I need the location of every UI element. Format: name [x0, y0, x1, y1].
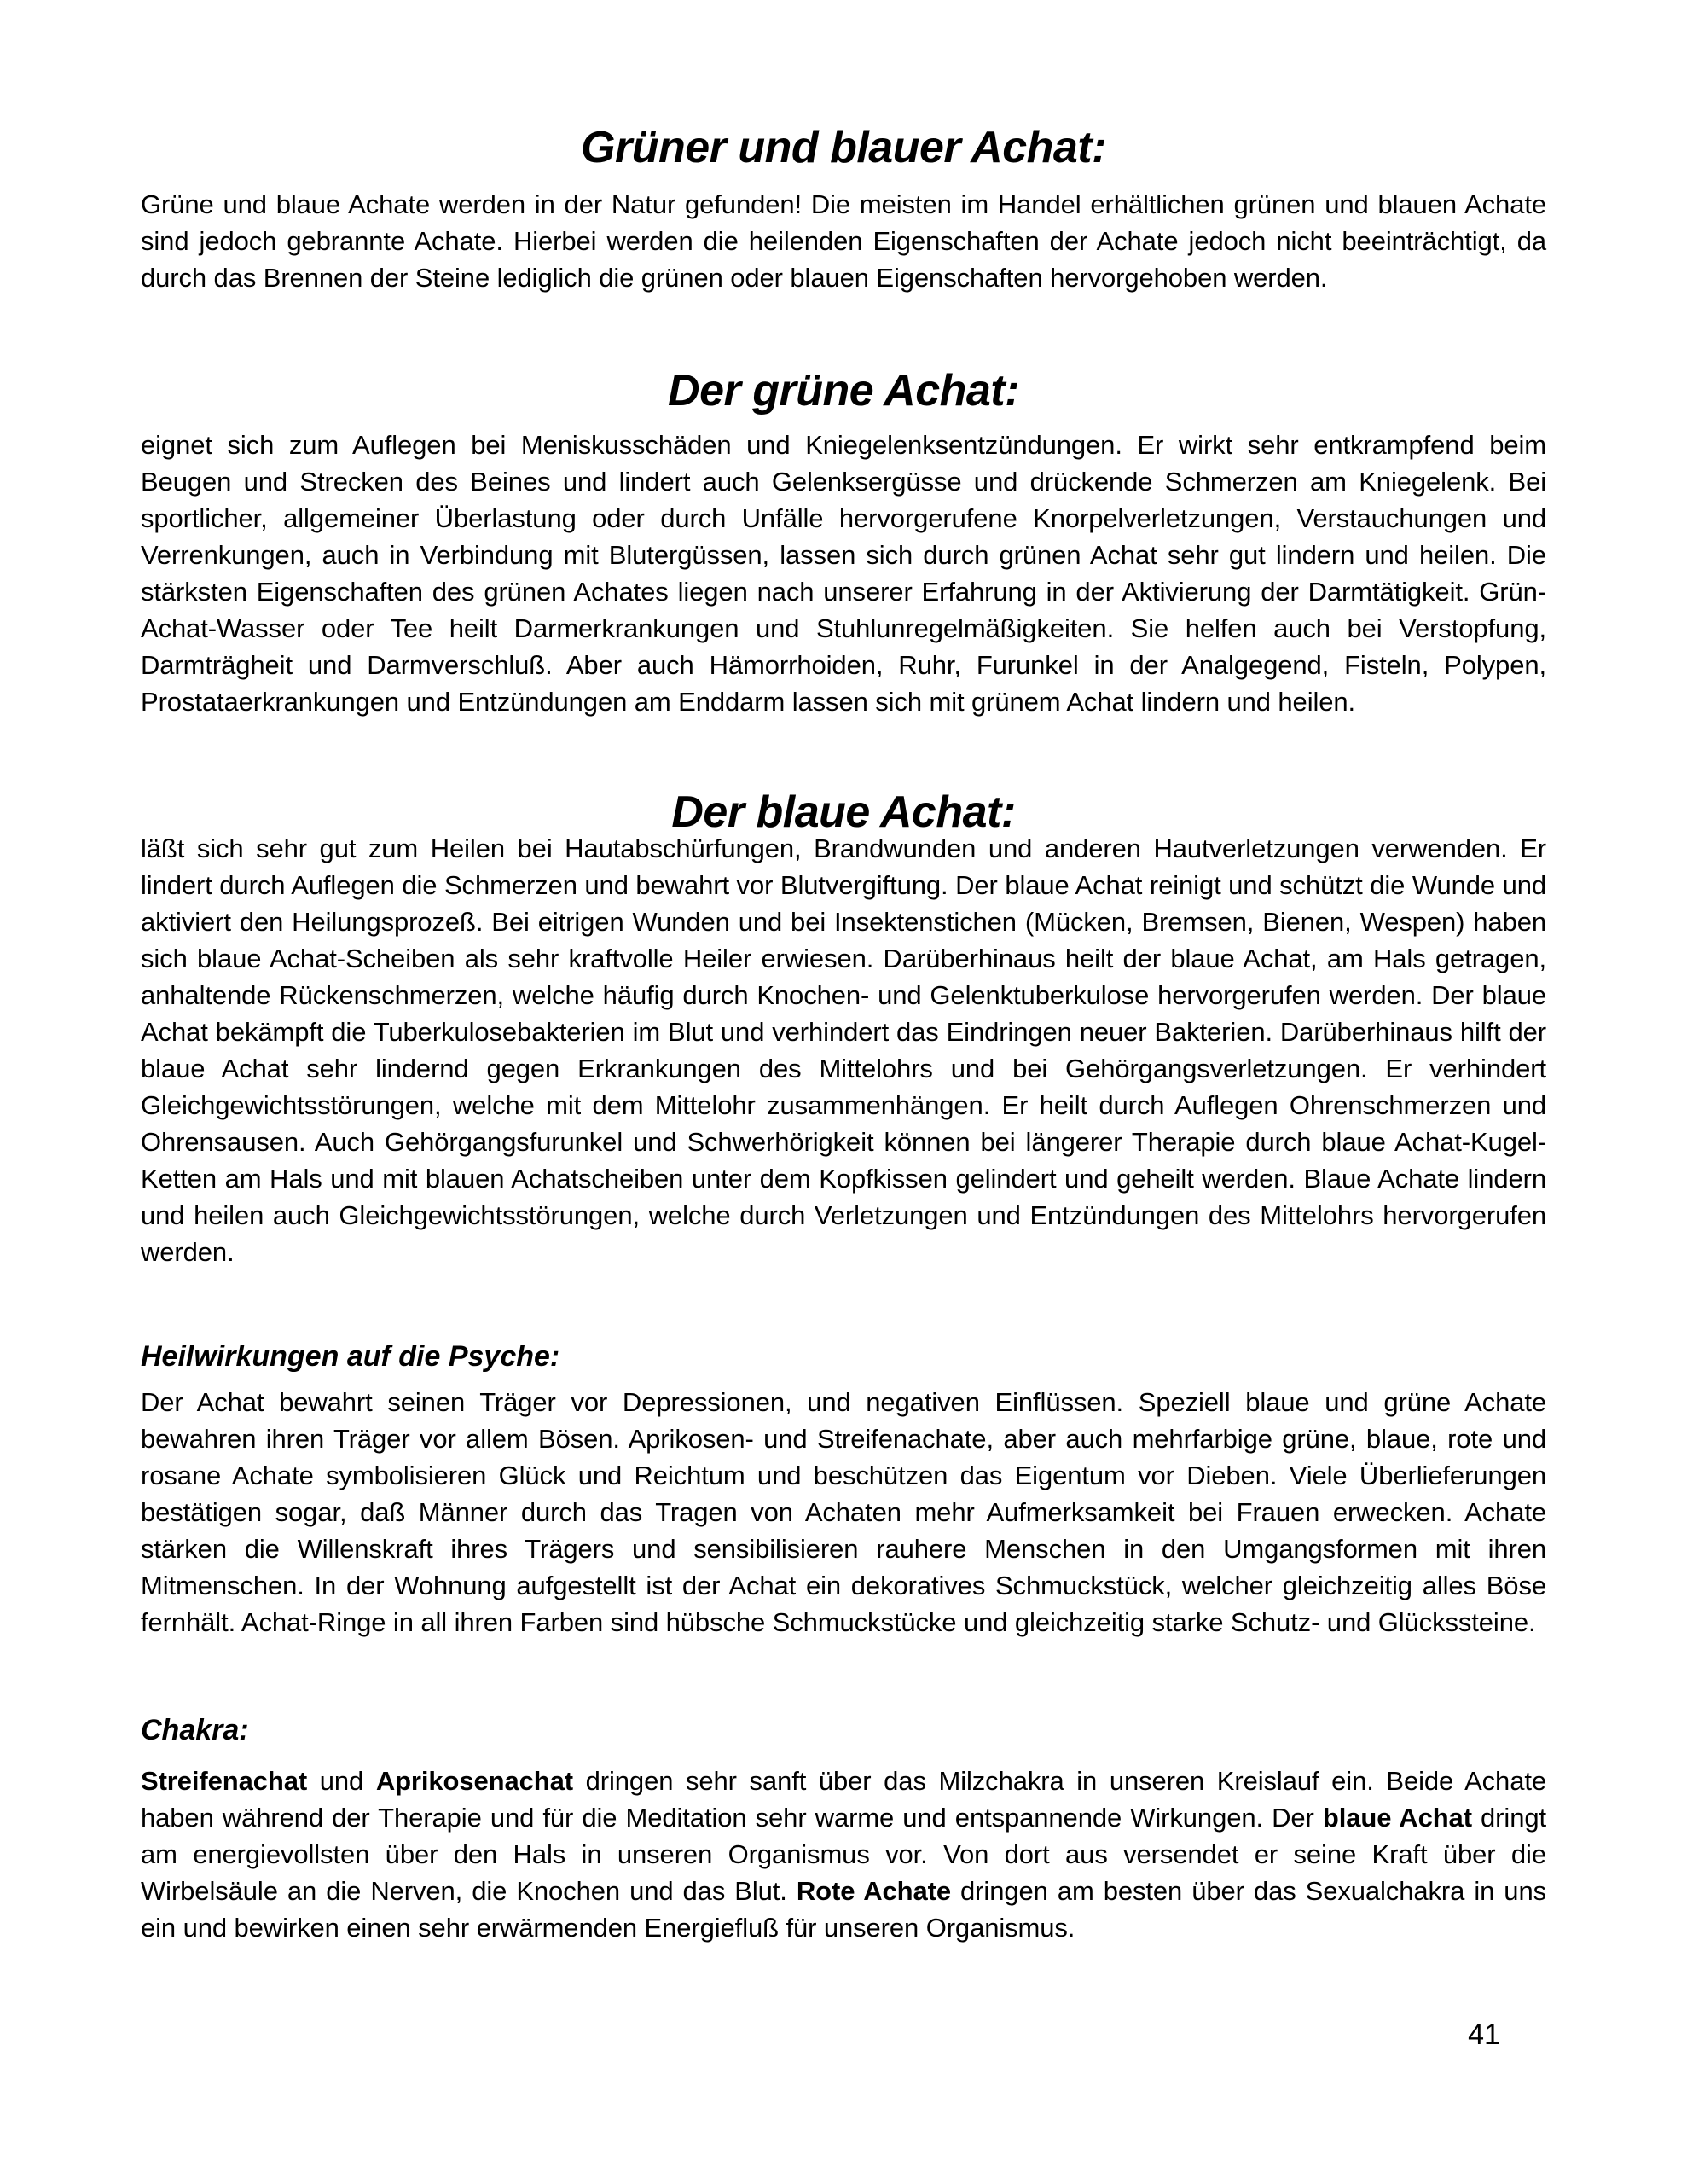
section-heading-blue-agate: Der blaue Achat: [671, 787, 1016, 837]
section-paragraph-green-agate: eignet sich zum Auflegen bei Meniskusschäden und Kniegelenksentzündungen. Er wirkt sehr entkrampfend beim Beugen und Strecken des Beines und lindert auch Gelenksergüsse und drückende Schmerzen am Kniegelenk. Bei sportlicher, allgemeiner Überlastung oder durch Unfälle hervorgerufene Knorpelverletzungen, Verstauchungen und Verrenkungen, auch in Verbindung mit Blutergüssen, lassen sich durch grünen Achat sehr gut lindern und heilen. Die stärksten Eigenschaften des grünen Achates liegen nach unserer Erfahrung in der Aktivierung der Darmtätigkeit. Grün-Achat-Wasser oder Tee heilt Darmerkrankungen und Stuhlunregelmäßigkeiten. Sie helfen auch bei Verstopfung, Darmträgheit und Darmverschluß. Aber auch Hämorrhoiden, Ruhr, Furunkel in der Analgegend, Fisteln, Polypen, Prostataerkrankungen und Entzündungen am Enddarm lassen sich mit grünem Achat lindern und heilen. [141, 430, 1546, 717]
page-number: 41 [1468, 2018, 1500, 2051]
bold-term-aprikosenachat: Aprikosenachat [375, 1766, 573, 1796]
section-heading-psyche: Heilwirkungen auf die Psyche: [141, 1340, 560, 1373]
text-segment: dringen am besten über das Sexualchakra in uns ein und bewirken einen sehr erwärmenden Energiefluß für unseren Organismus. [141, 1876, 1546, 1943]
section-paragraph-chakra [141, 1763, 1546, 1946]
text-segment: dringen sehr sanft über das Milzchakra in unseren Kreislauf ein. Beide Achate haben während der Therapie und für die Meditation sehr warme und entspannende Wirkungen. Der [141, 1766, 1546, 1833]
bold-term-rote-achate: Rote Achate [796, 1876, 951, 1906]
section-paragraph-green-and-blue-agate: Grüne und blaue Achate werden in der Natur gefunden! Die meisten im Handel erhältlichen grünen und blauen Achate sind jedoch gebrannte Achate. Hierbei werden die heilenden Eigenschaften der Achate jedoch nicht beeinträchtigt, da durch das Brennen der Steine lediglich die grünen oder blauen Eigenschaften hervorgehoben werden. [141, 189, 1546, 293]
section-heading-green-agate: Der grüne Achat: [668, 366, 1019, 415]
section-heading-green-and-blue-agate: Grüner und blauer Achat: [581, 123, 1106, 172]
section-heading-chakra: Chakra: [141, 1714, 249, 1746]
text-segment: und [307, 1766, 376, 1796]
section-paragraph-psyche: Der Achat bewahrt seinen Träger vor Depressionen, und negativen Einflüssen. Speziell blaue und grüne Achate bewahren ihren Träger vor allem Bösen. Aprikosen- und Streifenachate, aber auch mehrfarbige grüne, blaue, rote und rosane Achate symbolisieren Glück und Reichtum und beschützen das Eigentum vor Dieben. Viele Überlieferungen bestätigen sogar, daß Männer durch das Tragen von Achaten mehr Aufmerksamkeit bei Frauen erwecken. Achate stärken die Willenskraft ihres Trägers und sensibilisieren rauhere Menschen in den Umgangsformen mit ihren Mitmenschen. In der Wohnung aufgestellt ist der Achat ein dekoratives Schmuckstück, welcher gleichzeitig alles Böse fernhält. Achat-Ringe in all ihren Farben sind hübsche Schmuckstücke und gleichzeitig starke Schutz- und Glückssteine. [141, 1387, 1546, 1637]
text-segment: dringt am energievollsten über den Hals in unseren Organismus vor. Von dort aus versendet er seine Kraft über die Wirbelsäule an die Nerven, die Knochen und das Blut. [141, 1803, 1546, 1906]
bold-term-blaue-achat: blaue Achat [1322, 1803, 1472, 1833]
section-paragraph-blue-agate: läßt sich sehr gut zum Heilen bei Hautabschürfungen, Brandwunden und anderen Hautverletzungen verwenden. Er lindert durch Auflegen die Schmerzen und bewahrt vor Blutvergiftung. Der blaue Achat reinigt und schützt die Wunde und aktiviert den Heilungsprozeß. Bei eitrigen Wunden und bei Insektenstichen (Mücken, Bremsen, Bienen, Wespen) haben sich blaue Achat-Scheiben als sehr kraftvolle Heiler erwiesen. Darüberhinaus heilt der blaue Achat, am Hals getragen, anhaltende Rückenschmerzen, welche häufig durch Knochen- und Gelenktuberkulose hervorgerufen werden. Der blaue Achat bekämpft die Tuberkulosebakterien im Blut und verhindert das Eindringen neuer Bakterien. Darüberhinaus hilft der blaue Achat sehr lindernd gegen Erkrankungen des Mittelohrs und bei Gehörgangsverletzungen. Er verhindert Gleichgewichtsstörungen, welche mit dem Mittelohr zusammenhängen. Er heilt durch Auflegen Ohrenschmerzen und Ohrensausen. Auch Gehörgangsfurunkel und Schwerhörigkeit können bei längerer Therapie durch blaue Achat-Kugel-Ketten am Hals und mit blauen Achatscheiben unter dem Kopfkissen gelindert und geheilt werden. Blaue Achate lindern und heilen auch Gleichgewichtsstörungen, welche durch Verletzungen und Entzündungen des Mittelohrs hervorgerufen werden. [141, 834, 1546, 1267]
bold-term-streifenachat: Streifenachat [141, 1766, 308, 1796]
